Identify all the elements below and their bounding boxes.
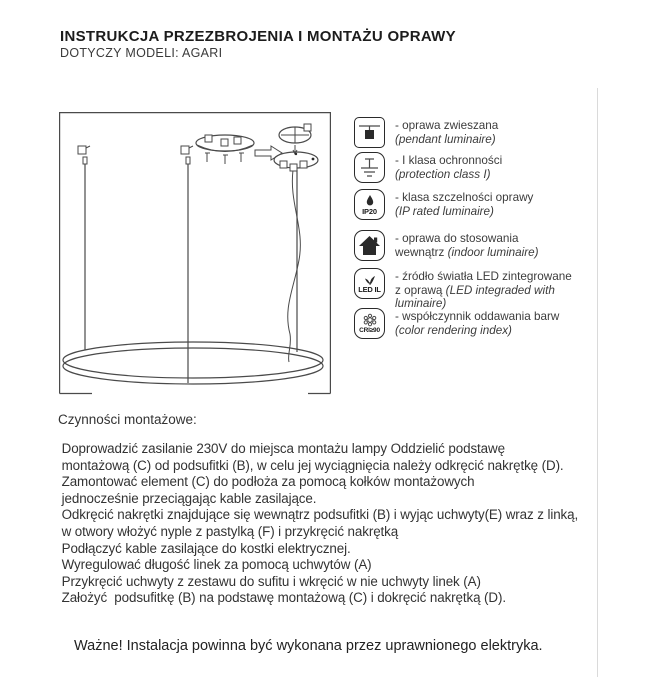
ip-rating-icon <box>354 189 385 220</box>
legend-item-label: - oprawa do stosowania wewnątrz (indoor luminaire) <box>395 232 539 259</box>
ring <box>63 342 323 384</box>
step-line: Podłączyć kable zasilające do kostki elektrycznej. <box>58 540 351 556</box>
step-line: Doprowadzić zasilanie 230V do miejsca montażu lampy Oddzielić podstawę <box>58 441 505 456</box>
indoor-luminaire-icon <box>354 230 385 261</box>
page-subtitle: DOTYCZY MODELI: AGARI <box>60 46 223 60</box>
steps-heading: Czynności montażowe: <box>58 412 197 427</box>
page-title: INSTRUKCJA PRZEZBROJENIA I MONTAŻU OPRAWY <box>60 28 456 45</box>
legend-item-led <box>354 268 572 311</box>
suspension-wire-right <box>288 170 301 362</box>
important-warning: Ważne! Instalacja powinna być wykonana przez uprawnionego elektryka. <box>74 638 543 654</box>
legend-item-label: - współczynnik oddawania barw (color rendering index) <box>395 310 560 337</box>
step-line: Przykręcić uchwyty z zestawu do sufitu i wkręcić w nie uchwyty linek (A) <box>58 573 481 589</box>
pendant-luminaire-icon <box>354 117 385 148</box>
step-line: Założyć podsufitkę (B) na podstawę montażową (C) i dokręcić nakrętką (D). <box>58 590 506 606</box>
canopy-after-top-view <box>279 124 311 154</box>
legend-item-label: - klasa szczelności oprawy (IP rated luminaire) <box>395 191 534 218</box>
step-line: montażową (C) od podsufitki (B), w celu jej wyciągnięcia należy odkręcić nakrętkę (D). <box>58 457 564 473</box>
step-line: Wyregulować długość linek za pomocą uchwytów (A) <box>58 557 372 573</box>
led-integrated-icon <box>354 268 385 299</box>
diagram-frame <box>60 113 331 394</box>
arrow-icon <box>255 146 282 160</box>
step-line: Zamontować element (C) do podłoża za pomocą kołków montażowych <box>58 474 475 490</box>
legend-item-label: - źródło światła LED zintegrowane z oprawą (LED integraded with luminaire) <box>395 270 572 311</box>
legend-item-cri <box>354 308 559 339</box>
canopy-after-side-view <box>274 152 318 171</box>
step-line: Odkręcić nakrętki znajdujące się wewnątrz podsufitki (B) i wyjąc uchwyty(E) wraz z linką, <box>58 507 579 523</box>
cri-badge: CRI≥90 <box>359 326 380 334</box>
step-line: jednocześnie przeciągając kable zasilające. <box>58 490 317 506</box>
legend-item-label: - I klasa ochronności (protection class I) <box>395 154 503 181</box>
step-line: w otwory włożyć nyple z pastylką (F) i przykręcić nakrętką <box>58 523 399 539</box>
led-badge: LED IL <box>358 285 381 294</box>
protection-class-icon <box>354 152 385 183</box>
legend-item-protection-class <box>354 152 502 183</box>
lamp-assembly-diagram <box>59 112 331 395</box>
cri-icon <box>354 308 385 339</box>
steps-text <box>58 441 578 607</box>
canopy-before <box>196 135 254 164</box>
legend-item-pendant <box>354 117 498 148</box>
suspension-wire-left <box>78 146 90 350</box>
scan-artifact-line <box>597 88 598 677</box>
legend-item-label: - oprawa zwieszana (pendant luminaire) <box>395 119 499 146</box>
ip-badge: IP20 <box>362 206 377 216</box>
legend-item-ip-rating <box>354 189 533 220</box>
legend-item-indoor <box>354 230 539 261</box>
